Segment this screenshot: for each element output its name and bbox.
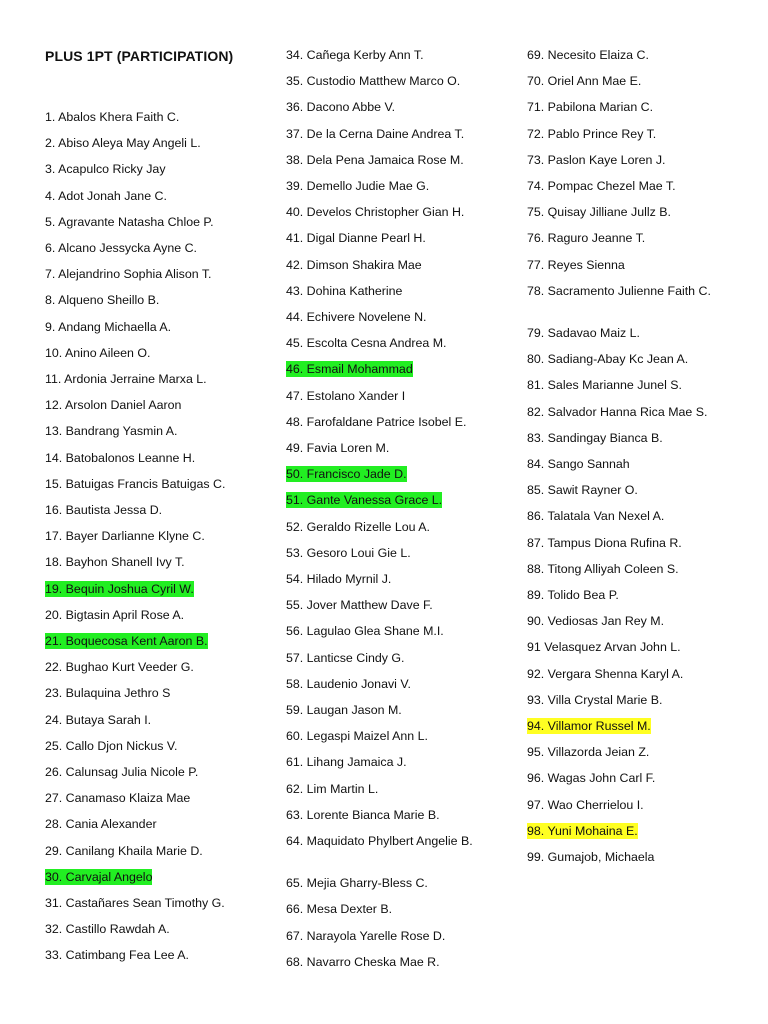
list-item: 79. Sadavao Maiz L. [527, 326, 640, 340]
list-item: 84. Sango Sannah [527, 457, 630, 471]
list-item: 94. Villamor Russel M. [527, 719, 651, 733]
list-item: 76. Raguro Jeanne T. [527, 231, 646, 246]
list-item: 50. Francisco Jade D. [286, 467, 407, 482]
list-item: 57. Lanticse Cindy G. [286, 650, 405, 665]
list-item: 46. Esmail Mohammad [286, 362, 413, 377]
list-item: 58. Laudenio Jonavi V. [286, 676, 411, 691]
list-item: 89. Tolido Bea P. [527, 588, 619, 602]
list-item: 12. Arsolon Daniel Aaron [45, 398, 182, 413]
list-item: 61. Lihang Jamaica J. [286, 755, 407, 770]
list-item: 25. Callo Djon Nickus V. [45, 738, 178, 753]
list-item: 27. Canamaso Klaiza Mae [45, 791, 191, 806]
list-item: 40. Develos Christopher Gian H. [286, 205, 465, 220]
list-item: 21. Boquecosa Kent Aaron B. [45, 634, 208, 648]
list-item: 56. Lagulao Glea Shane M.I. [286, 624, 444, 639]
list-item: 91 Velasquez Arvan John L. [527, 640, 681, 655]
list-item: 90. Vediosas Jan Rey M. [527, 614, 665, 629]
list-item: 41. Digal Dianne Pearl H. [286, 231, 426, 246]
list-item: 36. Dacono Abbe V. [286, 100, 396, 115]
list-item: 68. Navarro Cheska Mae R. [286, 954, 440, 969]
list-item: 83. Sandingay Bianca B. [527, 430, 663, 445]
list-item: 48. Farofaldane Patrice Isobel E. [286, 414, 467, 429]
list-item: 37. De la Cerna Daine Andrea T. [286, 126, 465, 141]
list-item: 87. Tampus Diona Rufina R. [527, 535, 682, 550]
list-item: 42. Dimson Shakira Mae [286, 257, 422, 272]
list-item: 59. Laugan Jason M. [286, 703, 402, 717]
list-item: 67. Narayola Yarelle Rose D. [286, 928, 446, 943]
list-item: 69. Necesito Elaiza C. [527, 48, 649, 62]
list-item: 55. Jover Matthew Dave F. [286, 598, 433, 613]
list-item: 43. Dohina Katherine [286, 283, 403, 298]
list-item: 35. Custodio Matthew Marco O. [286, 74, 461, 89]
list-item: 63. Lorente Bianca Marie B. [286, 807, 440, 822]
list-item: 31. Castañares Sean Timothy G. [45, 896, 225, 910]
list-item: 30. Carvajal Angelo [45, 869, 153, 884]
list-item: 92. Vergara Shenna Karyl A. [527, 666, 684, 681]
list-item: 45. Escolta Cesna Andrea M. [286, 336, 447, 351]
list-item: 74. Pompac Chezel Mae T. [527, 179, 676, 193]
list-item: 77. Reyes Sienna [527, 257, 625, 272]
list-item: 88. Titong Alliyah Coleen S. [527, 561, 679, 576]
list-item: 47. Estolano Xander I [286, 388, 406, 403]
list-item: 7. Alejandrino Sophia Alison T. [45, 267, 212, 282]
list-item: 64. Maquidato Phylbert Angelie B. [286, 834, 473, 848]
page-title: PLUS 1PT (PARTICIPATION) [45, 48, 234, 64]
list-item: 18. Bayhon Shanell Ivy T. [45, 555, 185, 570]
list-item: 75. Quisay Jilliane Jullz B. [527, 205, 671, 220]
list-item: 11. Ardonia Jerraine Marxa L. [45, 372, 207, 386]
list-item: 65. Mejia Gharry-Bless C. [286, 876, 428, 891]
list-item: 20. Bigtasin April Rose A. [45, 607, 185, 622]
list-item: 51. Gante Vanessa Grace L. [286, 493, 443, 508]
list-item: 99. Gumajob, Michaela [527, 850, 655, 864]
list-item: 1. Abalos Khera Faith C. [45, 110, 180, 124]
list-item: 66. Mesa Dexter B. [286, 902, 393, 917]
list-item: 98. Yuni Mohaina E. [527, 823, 638, 838]
list-item: 22. Bughao Kurt Veeder G. [45, 660, 194, 675]
list-item: 2. Abiso Aleya May Angeli L. [45, 136, 201, 151]
list-item: 38. Dela Pena Jamaica Rose M. [286, 152, 464, 167]
list-item: 71. Pabilona Marian C. [527, 100, 654, 115]
list-item: 9. Andang Michaella A. [45, 319, 172, 334]
list-item: 10. Anino Aileen O. [45, 345, 151, 360]
list-item: 3. Acapulco Ricky Jay [45, 162, 166, 177]
list-item: 54. Hilado Myrnil J. [286, 572, 392, 586]
list-item: 39. Demello Judie Mae G. [286, 179, 430, 193]
list-item: 82. Salvador Hanna Rica Mae S. [527, 404, 708, 419]
list-item: 60. Legaspi Maizel Ann L. [286, 729, 428, 744]
list-item: 93. Villa Crystal Marie B. [527, 692, 663, 707]
list-item: 4. Adot Jonah Jane C. [45, 188, 167, 203]
list-item: 34. Cañega Kerby Ann T. [286, 48, 424, 62]
list-item: 33. Catimbang Fea Lee A. [45, 948, 189, 963]
list-item: 97. Wao Cherrielou I. [527, 797, 644, 812]
list-item: 6. Alcano Jessycka Ayne C. [45, 241, 197, 255]
list-item: 62. Lim Martin L. [286, 781, 379, 796]
list-item: 95. Villazorda Jeian Z. [527, 745, 650, 760]
list-item: 24. Butaya Sarah I. [45, 712, 152, 727]
list-item: 81. Sales Marianne Junel S. [527, 378, 682, 393]
list-item: 13. Bandrang Yasmin A. [45, 424, 178, 439]
list-item: 32. Castillo Rawdah A. [45, 922, 170, 937]
list-item: 15. Batuigas Francis Batuigas C. [45, 476, 226, 491]
list-item: 80. Sadiang-Abay Kc Jean A. [527, 352, 689, 367]
list-item: 85. Sawit Rayner O. [527, 483, 638, 498]
list-item: 72. Pablo Prince Rey T. [527, 126, 657, 141]
list-item: 16. Bautista Jessa D. [45, 503, 163, 517]
list-item: 44. Echivere Novelene N. [286, 310, 427, 324]
list-item: 14. Batobalonos Leanne H. [45, 450, 196, 465]
list-item: 28. Cania Alexander [45, 817, 157, 832]
list-item: 96. Wagas John Carl F. [527, 771, 656, 786]
list-item: 53. Gesoro Loui Gie L. [286, 545, 411, 560]
list-item: 8. Alqueno Sheillo B. [45, 293, 160, 308]
list-item: 5. Agravante Natasha Chloe P. [45, 214, 214, 229]
list-item: 52. Geraldo Rizelle Lou A. [286, 519, 430, 534]
list-item: 23. Bulaquina Jethro S [45, 686, 171, 701]
list-item: 19. Bequin Joshua Cyril W. [45, 581, 194, 596]
list-item: 26. Calunsag Julia Nicole P. [45, 765, 199, 779]
list-item: 70. Oriel Ann Mae E. [527, 74, 642, 89]
list-item: 86. Talatala Van Nexel A. [527, 509, 665, 524]
list-item: 73. Paslon Kaye Loren J. [527, 152, 666, 167]
list-item: 29. Canilang Khaila Marie D. [45, 843, 203, 858]
list-item: 78. Sacramento Julienne Faith C. [527, 283, 711, 298]
list-item: 49. Favia Loren M. [286, 441, 390, 455]
list-item: 17. Bayer Darlianne Klyne C. [45, 529, 205, 544]
